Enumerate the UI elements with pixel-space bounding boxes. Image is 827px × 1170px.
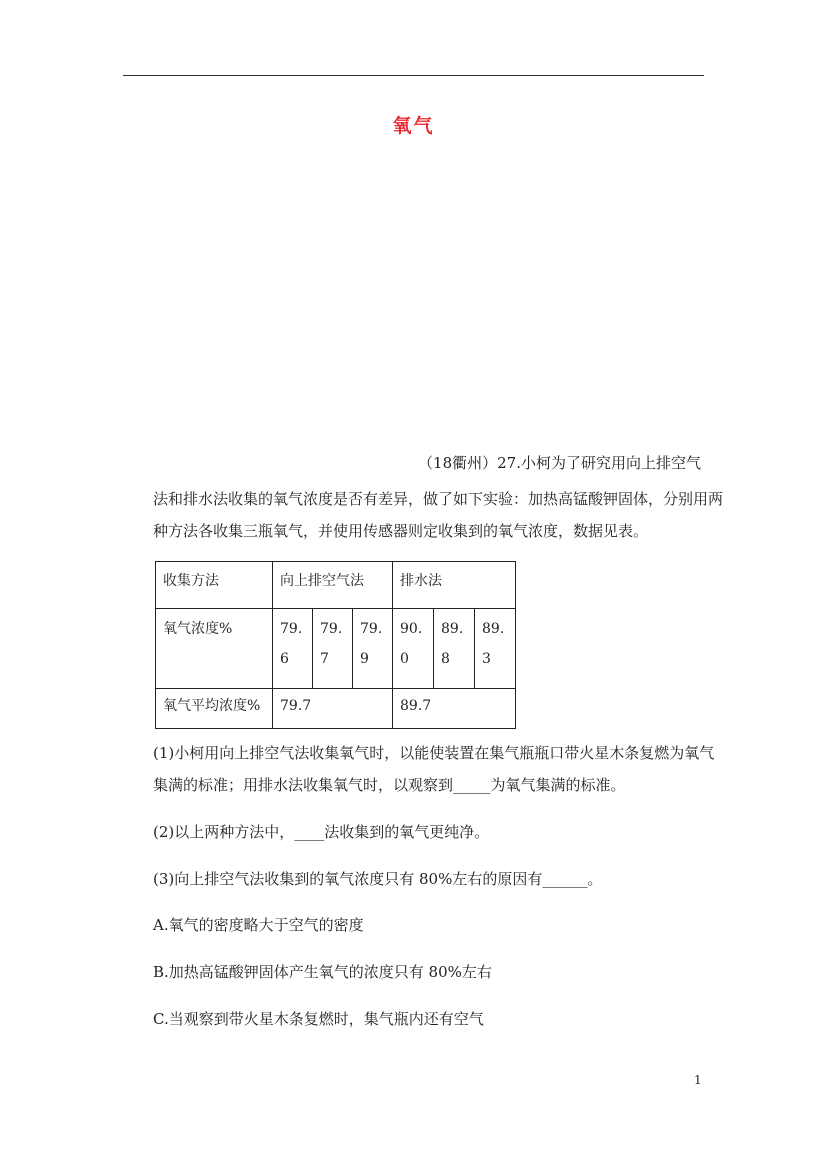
question-2: (2)以上两种方法中，____法收集到的氧气更纯净。 (153, 823, 490, 841)
intro-line-3: 种方法各收集三瓶氧气，并使用传感器则定收集到的氧气浓度，数据见表。 (153, 522, 649, 540)
concentration-value-cell: 89.8 (434, 609, 475, 689)
average-method2-cell: 89.7 (393, 689, 516, 729)
average-row (156, 689, 516, 729)
document-title: 氧气 (392, 115, 435, 137)
concentration-value-cell: 79.7 (313, 609, 353, 689)
header-method2-cell: 排水法 (393, 562, 516, 609)
intro-line-2: 法和排水法收集的氧气浓度是否有差异，做了如下实验：加热高锰酸钾固体，分别用两 (153, 490, 724, 508)
data-table (155, 561, 516, 729)
header-label-cell: 收集方法 (156, 562, 273, 609)
question-1-line-1: (1)小柯用向上排空气法收集氧气时，以能使装置在集气瓶瓶口带火星木条复燃为氧气 (153, 744, 715, 762)
concentration-row (156, 609, 516, 689)
average-label-cell: 氧气平均浓度% (156, 689, 273, 729)
question-1-line-2: 集满的标准；用排水法收集氧气时，以观察到_____为氧气集满的标准。 (153, 776, 626, 794)
question-3: (3)向上排空气法收集到的氧气浓度只有 80%左右的原因有______。 (153, 870, 603, 888)
page-number: 1 (694, 1073, 702, 1087)
concentration-value-cell: 90.0 (393, 609, 434, 689)
table-header-row (156, 562, 516, 609)
average-method1-cell: 79.7 (273, 689, 393, 729)
header-method1-cell: 向上排空气法 (273, 562, 393, 609)
header-rule (123, 75, 704, 76)
concentration-value-cell: 79.9 (353, 609, 393, 689)
option-b: B.加热高锰酸钾固体产生氧气的浓度只有 80%左右 (153, 963, 492, 981)
intro-line-1: （18衢州）27.小柯为了研究用向上排空气 (418, 454, 701, 472)
concentration-value-cell: 89.3 (475, 609, 516, 689)
concentration-value-cell: 79.6 (273, 609, 313, 689)
concentration-label-cell: 氧气浓度% (156, 609, 273, 689)
option-a: A.氧气的密度略大于空气的密度 (153, 916, 364, 934)
option-c: C.当观察到带火星木条复燃时，集气瓶内还有空气 (153, 1010, 484, 1028)
